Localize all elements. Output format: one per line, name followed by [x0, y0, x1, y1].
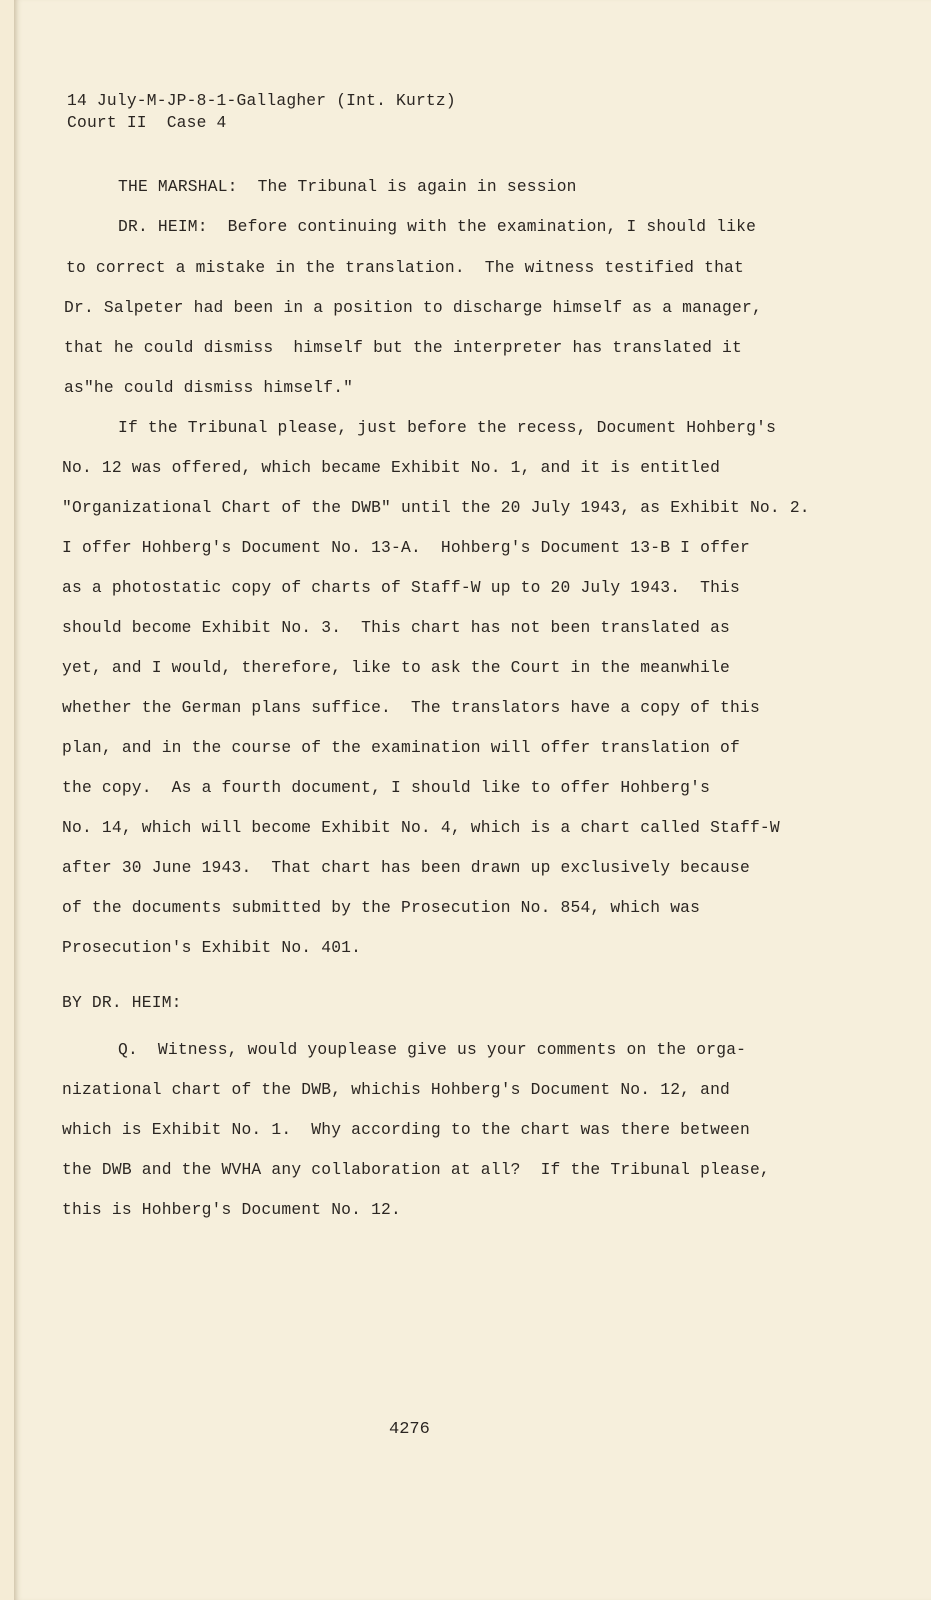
page-number: 4276	[389, 1420, 430, 1439]
speaker-heading: BY DR. HEIM:	[62, 993, 182, 1012]
text-line: that he could dismiss himself but the interpreter has translated it	[64, 338, 742, 357]
text-line: after 30 June 1943. That chart has been drawn up exclusively because	[62, 858, 750, 877]
text-line: yet, and I would, therefore, like to ask the Court in the meanwhile	[62, 658, 731, 677]
text-line: whether the German plans suffice. The translators have a copy of this	[62, 698, 760, 717]
text-line: No. 12 was offered, which became Exhibit No. 1, and it is entitled	[62, 458, 721, 477]
text-line: which is Exhibit No. 1. Why according to the chart was there between	[62, 1120, 750, 1139]
text-line: to correct a mistake in the translation. The witness testified that	[66, 258, 744, 277]
text-line: Q. Witness, would youplease give us your comments on the orga-	[118, 1040, 747, 1059]
text-line: the copy. As a fourth document, I should like to offer Hohberg's	[62, 778, 711, 797]
text-line: If the Tribunal please, just before the recess, Document Hohberg's	[118, 418, 777, 437]
text-line: of the documents submitted by the Prosecution No. 854, which was	[62, 898, 701, 917]
document-page	[14, 0, 931, 1600]
header-line-1: 14 July-M-JP-8-1-Gallagher (Int. Kurtz)	[67, 91, 456, 110]
text-line: No. 14, which will become Exhibit No. 4, which is a chart called Staff-W	[62, 818, 780, 837]
text-line: I offer Hohberg's Document No. 13-A. Hohberg's Document 13-B I offer	[62, 538, 750, 557]
text-line: nizational chart of the DWB, whichis Hohberg's Document No. 12, and	[62, 1080, 731, 1099]
text-line: this is Hohberg's Document No. 12.	[62, 1200, 401, 1219]
text-line: plan, and in the course of the examination will offer translation of	[62, 738, 740, 757]
text-line: Dr. Salpeter had been in a position to discharge himself as a manager,	[64, 298, 762, 317]
header-line-2: Court II Case 4	[67, 113, 227, 132]
text-line: as"he could dismiss himself."	[64, 378, 354, 397]
text-line: THE MARSHAL: The Tribunal is again in session	[118, 177, 577, 196]
text-line: as a photostatic copy of charts of Staff-W up to 20 July 1943. This	[62, 578, 740, 597]
text-line: the DWB and the WVHA any collaboration at all? If the Tribunal please,	[62, 1160, 770, 1179]
text-line: "Organizational Chart of the DWB" until the 20 July 1943, as Exhibit No. 2.	[62, 498, 810, 517]
text-line: DR. HEIM: Before continuing with the examination, I should like	[118, 217, 757, 236]
text-line: should become Exhibit No. 3. This chart has not been translated as	[62, 618, 731, 637]
text-line: Prosecution's Exhibit No. 401.	[62, 938, 362, 957]
